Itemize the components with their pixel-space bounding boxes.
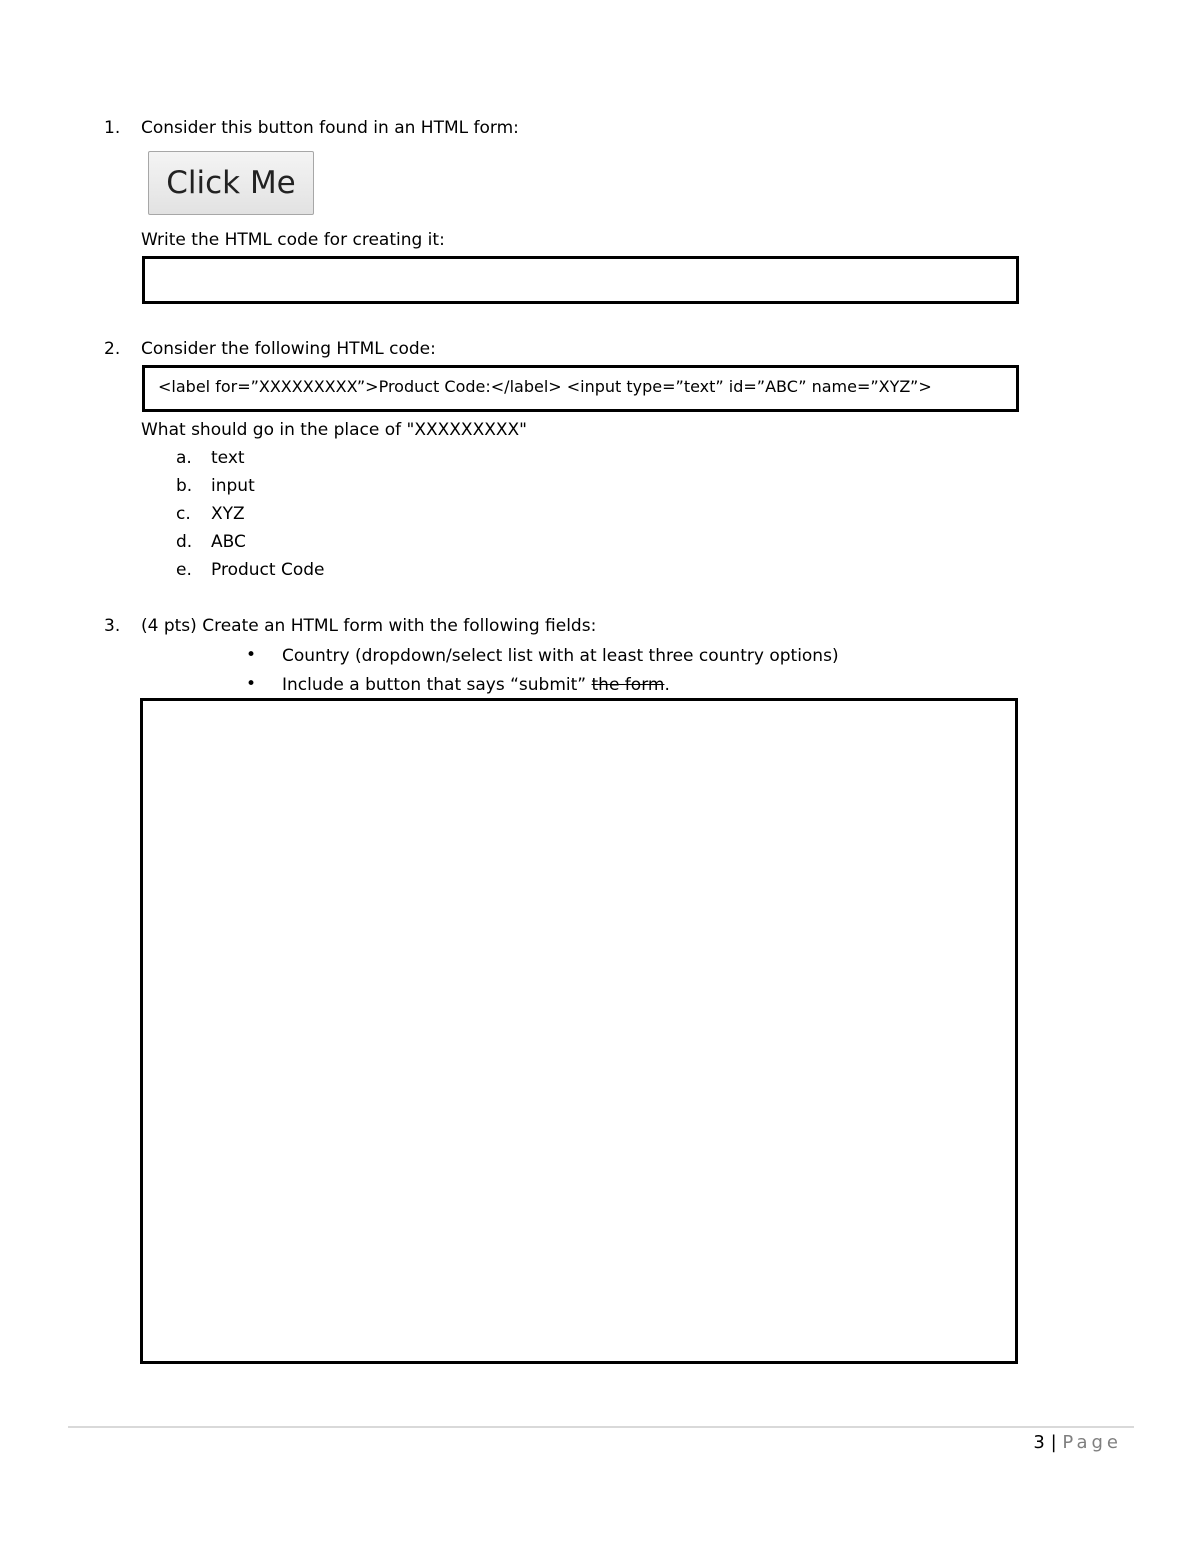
q3-bullet-country: Country (dropdown/select list with at least three country options) <box>282 646 839 666</box>
option-letter: e. <box>176 560 192 580</box>
option-text: XYZ <box>211 504 245 524</box>
q2-number: 2. <box>104 339 121 359</box>
q3-number: 3. <box>104 616 121 636</box>
q3-bullet-submit-text: Include a button that says “submit” <box>282 675 592 695</box>
option-letter: c. <box>176 504 191 524</box>
q3-bullet-submit-tail: . <box>664 675 670 695</box>
q3-prompt: (4 pts) Create an HTML form with the following fields: <box>141 616 597 636</box>
q1-number: 1. <box>104 118 121 138</box>
option-text: input <box>211 476 255 496</box>
page-separator: | <box>1050 1432 1057 1453</box>
struck-text: the form <box>591 675 665 695</box>
q2-code-box: <label for=”XXXXXXXXX”>Product Code:</label> <input type=”text” id=”ABC” name=”XYZ”> <box>142 365 1019 412</box>
bullet-dot: • <box>246 674 257 694</box>
footer-divider <box>68 1426 1134 1428</box>
page-number: 3 <box>1033 1432 1045 1453</box>
option-text: Product Code <box>211 560 325 580</box>
q1-instruction: Write the HTML code for creating it: <box>141 230 445 250</box>
q1-prompt: Consider this button found in an HTML form: <box>141 118 519 138</box>
q3-bullet-submit <box>282 675 670 695</box>
option-text: ABC <box>211 532 246 552</box>
q3-answer-box[interactable] <box>140 698 1018 1364</box>
page-word: Page <box>1062 1432 1122 1453</box>
q2-question: What should go in the place of "XXXXXXXXX" <box>141 420 527 440</box>
q2-prompt: Consider the following HTML code: <box>141 339 436 359</box>
page-footer <box>1033 1432 1122 1453</box>
option-text: text <box>211 448 245 468</box>
option-letter: a. <box>176 448 192 468</box>
click-me-button-picture: Click Me <box>148 151 314 215</box>
option-letter: b. <box>176 476 193 496</box>
option-letter: d. <box>176 532 193 552</box>
bullet-dot: • <box>246 645 257 665</box>
q1-answer-box[interactable] <box>142 256 1019 304</box>
